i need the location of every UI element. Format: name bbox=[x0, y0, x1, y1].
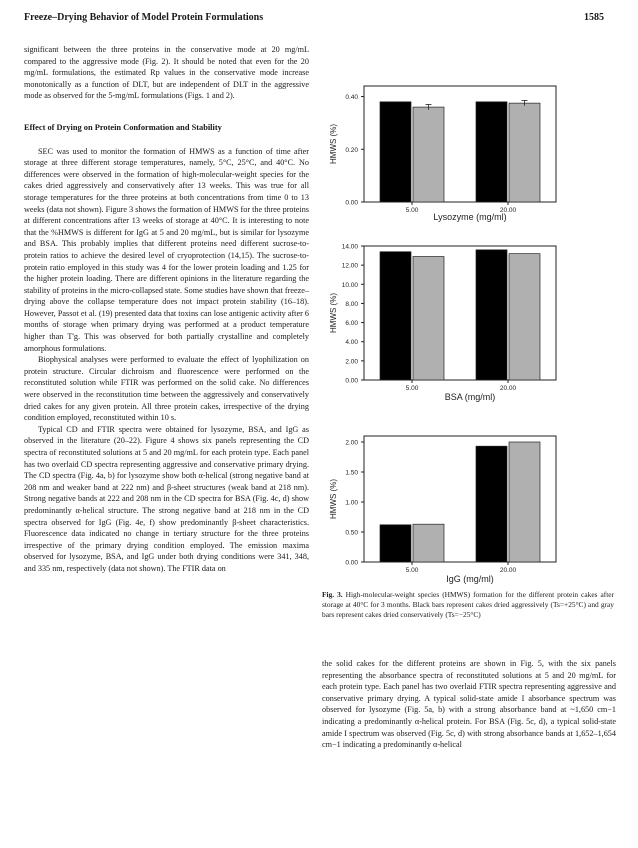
y-tick-label: 8.00 bbox=[345, 300, 358, 308]
chart-igg bbox=[322, 422, 618, 592]
x-axis-label: IgG (mg/ml) bbox=[446, 574, 494, 584]
x-tick-label: 20.00 bbox=[499, 385, 517, 392]
y-axis-label: HMWS (%) bbox=[329, 124, 338, 164]
figure-3 bbox=[322, 60, 618, 600]
y-tick-label: 12.00 bbox=[341, 262, 358, 270]
chart-bsa bbox=[322, 232, 618, 412]
left-column bbox=[24, 44, 309, 575]
y-tick-label: 0.00 bbox=[345, 199, 358, 207]
bar-conservative bbox=[413, 107, 444, 202]
y-tick-label: 0.40 bbox=[345, 94, 358, 102]
bar-aggressive bbox=[476, 446, 507, 562]
caption-text: High-molecular-weight species (HMWS) formation for the different protein cakes after storage at 40°C for 3 months. Black bars represent cakes dried aggressively (Ts=+25°C) and gray bars represent cakes dried conservatively (Ts=−25°C) bbox=[322, 590, 614, 619]
x-tick-label: 5.00 bbox=[405, 207, 419, 214]
chart-lysozyme bbox=[322, 60, 618, 230]
y-tick-label: 0.00 bbox=[345, 377, 358, 385]
y-tick-label: 2.00 bbox=[345, 358, 358, 366]
y-tick-label: 1.00 bbox=[345, 499, 358, 507]
x-tick-label: 20.00 bbox=[499, 567, 517, 574]
bar-aggressive bbox=[380, 102, 411, 202]
x-tick-label: 5.00 bbox=[405, 385, 419, 392]
bar-aggressive bbox=[476, 250, 507, 380]
y-tick-label: 10.00 bbox=[341, 281, 358, 289]
y-tick-label: 0.20 bbox=[345, 146, 358, 154]
page-number: 1585 bbox=[584, 12, 604, 23]
y-tick-label: 4.00 bbox=[345, 339, 358, 347]
x-axis-label: BSA (mg/ml) bbox=[444, 392, 496, 402]
y-tick-label: 6.00 bbox=[345, 320, 358, 328]
bar-conservative bbox=[413, 257, 444, 380]
x-axis-label: Lysozyme (mg/ml) bbox=[433, 212, 507, 222]
y-tick-label: 14.00 bbox=[341, 243, 358, 251]
y-axis-label: HMWS (%) bbox=[329, 479, 338, 519]
paragraph-biophysical: Biophysical analyses were performed to evaluate the effect of lyophilization on protein structure. Circular dichroism and fluorescence were performed on the reconstituted solution while FTIR was performed on the solid cake. No differences were observed in the reconstitution time between the aggressively and conservatively dried cakes for any given protein. All three protein cakes, irrespective of the drying condition employed, reconstituted within 10 s. bbox=[24, 355, 309, 423]
caption-label: Fig. 3. bbox=[322, 590, 343, 599]
bar-conservative bbox=[509, 254, 540, 380]
bar-aggressive bbox=[380, 252, 411, 380]
bar-conservative bbox=[413, 524, 444, 562]
section-heading: Effect of Drying on Protein Conformation and Stability bbox=[24, 122, 222, 132]
y-tick-label: 2.00 bbox=[345, 439, 358, 447]
y-tick-label: 0.50 bbox=[345, 529, 358, 537]
bar-aggressive bbox=[380, 525, 411, 562]
x-tick-label: 5.00 bbox=[405, 567, 419, 574]
bar-aggressive bbox=[476, 102, 507, 202]
paragraph-intro: significant between the three proteins in the conservative mode at 20 mg/mL compared to the aggressive mode (Fig. 2). It should be noted that even for the 20 mg/mL formulations, the estimated Rp values in the conservative mode increase monotonically as a function of DLT, but are independent of DLT in the aggressive mode as observed for the 5-mg/mL formulations (Figs. 1 and 2). bbox=[24, 45, 309, 101]
x-tick-label: 20.00 bbox=[499, 207, 517, 214]
paragraph-sec: SEC was used to monitor the formation of HMWS as a function of time after storage at three different storage temperatures, namely, 5°C, 25°C, and 40°C. No differences were observed in the formation of high-molecular-weight species for the cakes dried aggressively and conservatively after 13 weeks. This was true for all storage temperatures for the three proteins at both concentrations from time 0 to 13 weeks (data not shown). Figure 3 shows the formation of HMWS for the three proteins at different concentrations after 13 weeks of storage at 40°C. It is interesting to note that the %HMWS is different for IgG at 5 and 20 mg/mL, but is similar for lysozyme and BSA. This probably implies that different proteins need different sucrose-to-protein ratios to achieve the desired level of cryoprotection (14,15). The sucrose-to-protein ratio employed in this study was 4 for the lower protein loading and 1.25 for the higher protein loading. There are different opinions in the literature regarding the stability of proteins in the micro-collapsed state. Some studies have shown that freeze–drying above the collapse temperature does not impact protein stability (16–18). However, Passot et al. (19) presented data that toxins can lose antigenic activity after 6 months of storage when primary drying was performed at a product temperature higher than T'g. This was observed for both partially crystalline and completely amorphous formulations. bbox=[24, 146, 309, 353]
running-title: Freeze–Drying Behavior of Model Protein Formulations bbox=[24, 12, 264, 23]
figure-caption bbox=[322, 590, 614, 620]
paragraph-cd-ftir: Typical CD and FTIR spectra were obtained for lysozyme, BSA, and IgG as observed in the literature (20–22). Figure 4 shows six panels representing the CD spectra of reconstituted solutions at 5 and 20 mg/mL for each protein type. Each panel has two overlaid CD spectra representing aggressive and conservative primary drying. The CD spectra (Fig. 4a, b) for lysozyme show both α-helical (strong negative band at 208 nm and weaker band at 222 nm) and β-sheet structures (weak band at 218 nm). Strong negative bands at 222 and 208 nm in the CD spectra for BSA (Fig. 4c, d) show predominantly α-helical structure. The strong negative band at 218 nm in the CD spectra observed for IgG (Fig. 4e, f) show predominantly β-sheet characteristics. Fluorescence data indicated no change in tertiary structure for the three proteins irrespective of the primary drying condition employed. The emission maxima observed for lysozyme, BSA, and IgG under both drying conditions were 341, 348, and 335 nm, respectively (data not shown). The FTIR data on bbox=[24, 424, 309, 573]
y-tick-label: 0.00 bbox=[345, 559, 358, 567]
bar-conservative bbox=[509, 442, 540, 562]
bar-conservative bbox=[509, 103, 540, 202]
paragraph-ftir: the solid cakes for the different proteins are shown in Fig. 5, with the six panels representing the absorbance spectra of reconstituted solutions at 5 and 20 mg/mL for each protein type. Each panel has two overlaid FTIR spectra representing aggressive and conservative primary drying. A typical solid-state amide I absorbance spectrum was observed for lysozyme (Fig. 5a, b) with a strong absorbance band at ~1,650 cm−1 indicating a predominantly α-helical protein. For BSA (Fig. 5c, d), a typical solid-state amide I spectrum was observed (Fig. 5c, d) with strong absorbance bands at 1,652–1,654 cm−1 indicating a predominantly α-helical bbox=[322, 659, 616, 750]
y-tick-label: 1.50 bbox=[345, 469, 358, 477]
y-axis-label: HMWS (%) bbox=[329, 293, 338, 333]
right-column bbox=[322, 658, 616, 751]
